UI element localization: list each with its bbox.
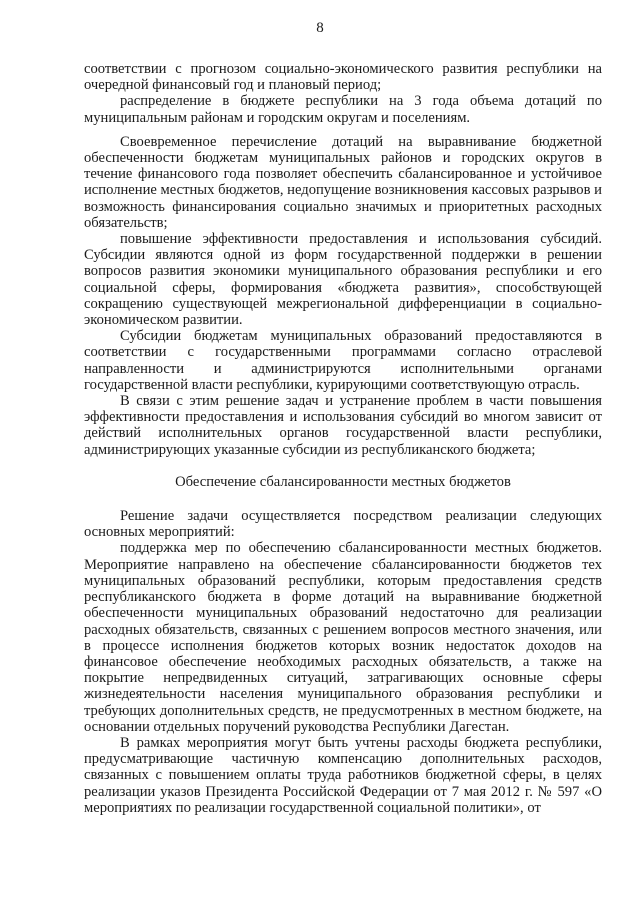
paragraph: распределение в бюджете республики на 3 года объема дотаций по муниципальным районам и городским округам и поселениям. — [84, 93, 602, 126]
document-body — [84, 61, 602, 816]
section-heading: Обеспечение сбалансированности местных бюджетов — [175, 473, 511, 490]
paragraph: В рамках мероприятия могут быть учтены расходы бюджета республики, предусматривающие частичную компенсацию дополнительных расходов, связанных с повышением оплаты труда работников бюджетной сферы, в целях реализации указов Президента Российской Федерации от 7 мая 2012 г. № 597 «О мероприятиях по реализации государственной социальной политики», от — [84, 734, 602, 816]
paragraph: повышение эффективности предоставления и использования субсидий. Субсидии являются одной из форм государственной поддержки в решении вопросов развития экономики муниципального образования республики и его социальной сферы, формирования «бюджета развития», способствующей сокращению существующей межрегиональной дифференциации в социально-экономическом развитии. — [84, 231, 602, 329]
paragraph: Решение задачи осуществляется посредством реализации следующих основных мероприятий: — [84, 508, 602, 541]
paragraph: соответствии с прогнозом социально-экономического развития республики на очередной финансовый год и плановый период; — [84, 61, 602, 94]
page-number: 8 — [316, 20, 324, 36]
paragraph: В связи с этим решение задач и устранение проблем в части повышения эффективности предоставления и использования субсидий во многом зависит от действий исполнительных органов государственной власти республики, администрирующих указанные субсидии из республиканского бюджета; — [84, 393, 602, 458]
paragraph: поддержка мер по обеспечению сбалансированности местных бюджетов. Мероприятие направлено на обеспечение сбалансированности бюджетов тех муниципальных образований республики, которым предоставления средств республиканского бюджета в форме дотаций на выравнивание бюджетной обеспеченности муниципальных образований недостаточно для реализации расходных обязательств, связанных с решением вопросов местного значения, или в процессе исполнения бюджетов которых возник недостаток доходов на финансовое обеспечение необходимых расходных обязательств, а также на покрытие непредвиденных ситуаций, затрагивающих основные сферы жизнедеятельности населения муниципального образования республики и требующих дополнительных средств, не предусмотренных в местном бюджете, на основании отдельных поручений руководства Республики Дагестан. — [84, 540, 602, 735]
paragraph: Своевременное перечисление дотаций на выравнивание бюджетной обеспеченности бюджетам муниципальных районов и городских округов в течение финансового года позволяет обеспечить сбалансированное и устойчивое исполнение местных бюджетов, недопущение возникновения кассовых разрывов и возможность финансирования социально значимых и приоритетных расходных обязательств; — [84, 133, 602, 231]
paragraph: Субсидии бюджетам муниципальных образований предоставляются в соответствии с государственными программами согласно отраслевой направленности и администрируются исполнительными органами государственной власти республики, курирующими соответствующую отрасль. — [84, 328, 602, 393]
